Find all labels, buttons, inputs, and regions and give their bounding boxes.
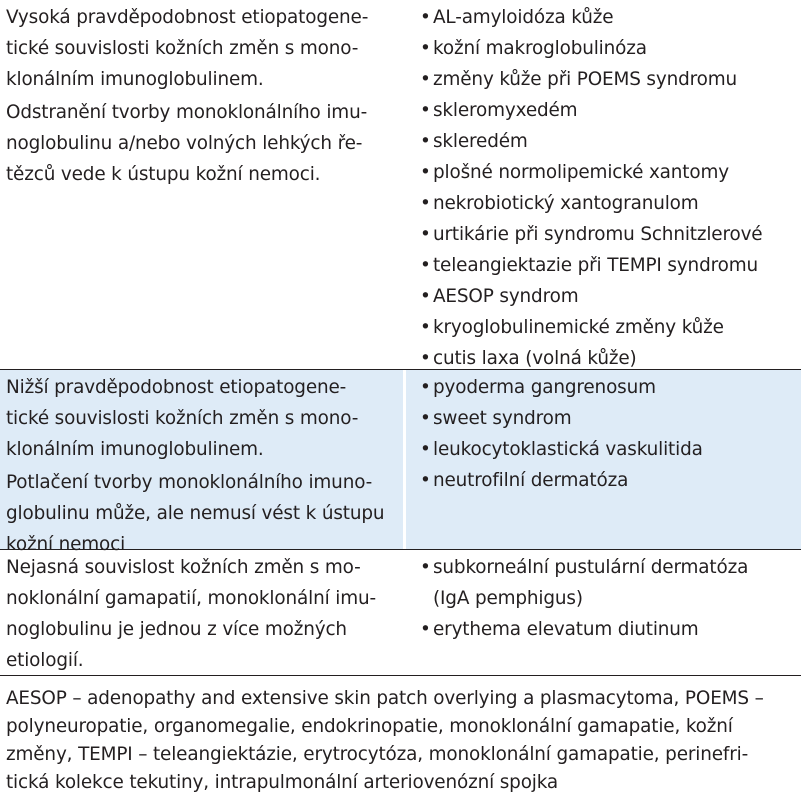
condition-item: • teleangiektazie při TEMPI syndromu: [420, 250, 801, 281]
description-paragraph: Nejasná souvislost kožních změn s mo- noklonální gamapatií, monoklonální imu- noglobulinu je jednou z více možných etiologií.: [6, 557, 376, 671]
conditions-list: [420, 372, 801, 496]
description-paragraph: Potlačení tvorby monoklonálního imuno- globulinu může, ale nemusí vést k ústupu kožní nemoci: [6, 472, 385, 555]
conditions-list: [420, 552, 801, 645]
table-row-lower-probability: [0, 370, 801, 555]
condition-item: • skleromyxedém: [420, 95, 801, 126]
condition-item: • kryoglobulinemické změny kůže: [420, 312, 801, 343]
row-conditions-cell: [406, 0, 801, 369]
condition-item: • kožní makroglobulinóza: [420, 33, 801, 64]
row-conditions-cell: [406, 550, 801, 675]
condition-item: • pyoderma gangrenosum: [420, 372, 801, 403]
condition-item: • cutis laxa (volná kůže): [420, 343, 801, 374]
row-description-cell: [0, 550, 403, 675]
description-paragraph: Odstranění tvorby monoklonálního imu- noglobulinu a/nebo volných lehkých ře- tězců vede k ústupu kožní nemoci.: [6, 102, 368, 185]
condition-item: • sweet syndrom: [420, 403, 801, 434]
row-description-cell: [0, 0, 403, 369]
condition-item: • skleredém: [420, 126, 801, 157]
condition-item: • leukocytoklastická vaskulitida: [420, 434, 801, 465]
description-paragraph: Vysoká pravděpodobnost etiopatogene- tické souvislosti kožních změn s mono- klonálním imunoglobulinem.: [6, 7, 369, 90]
row-conditions-cell: [406, 370, 801, 549]
conditions-list: [420, 2, 801, 374]
condition-item: • erythema elevatum diutinum: [420, 614, 801, 645]
abbreviations-footnote: AESOP – adenopathy and extensive skin patch overlying a plasmacytoma, POEMS – polyneuropatie, organomegalie, endokrinopatie, monoklonální gamapatie, kožní změny, TEMPI – teleangiektázie, erytrocytóza, monoklonální gamapatie, perinefri- tická kolekce tekutiny, intrapulmonální arteriovenózní spojka: [6, 688, 764, 793]
condition-item: • nekrobiotický xantogranulom: [420, 188, 801, 219]
description-paragraph: Nižší pravděpodobnost etiopatogene- tické souvislosti kožních změn s mono- klonálním imunoglobulinem.: [6, 377, 359, 460]
condition-item: • urtikárie při syndromu Schnitzlerové: [420, 219, 801, 250]
table-row-high-probability: [0, 0, 801, 370]
condition-item: • změny kůže při POEMS syndromu: [420, 64, 801, 95]
condition-item: • AESOP syndrom: [420, 281, 801, 312]
table-row-unclear-association: [0, 550, 801, 676]
condition-item: • plošné normolipemické xantomy: [420, 157, 801, 188]
row-description-cell: [0, 370, 403, 555]
condition-item: • subkorneální pustulární dermatóza (IgA pemphigus): [420, 552, 801, 614]
condition-item: • neutrofilní dermatóza: [420, 465, 801, 496]
condition-item: • AL-amyloidóza kůže: [420, 2, 801, 33]
